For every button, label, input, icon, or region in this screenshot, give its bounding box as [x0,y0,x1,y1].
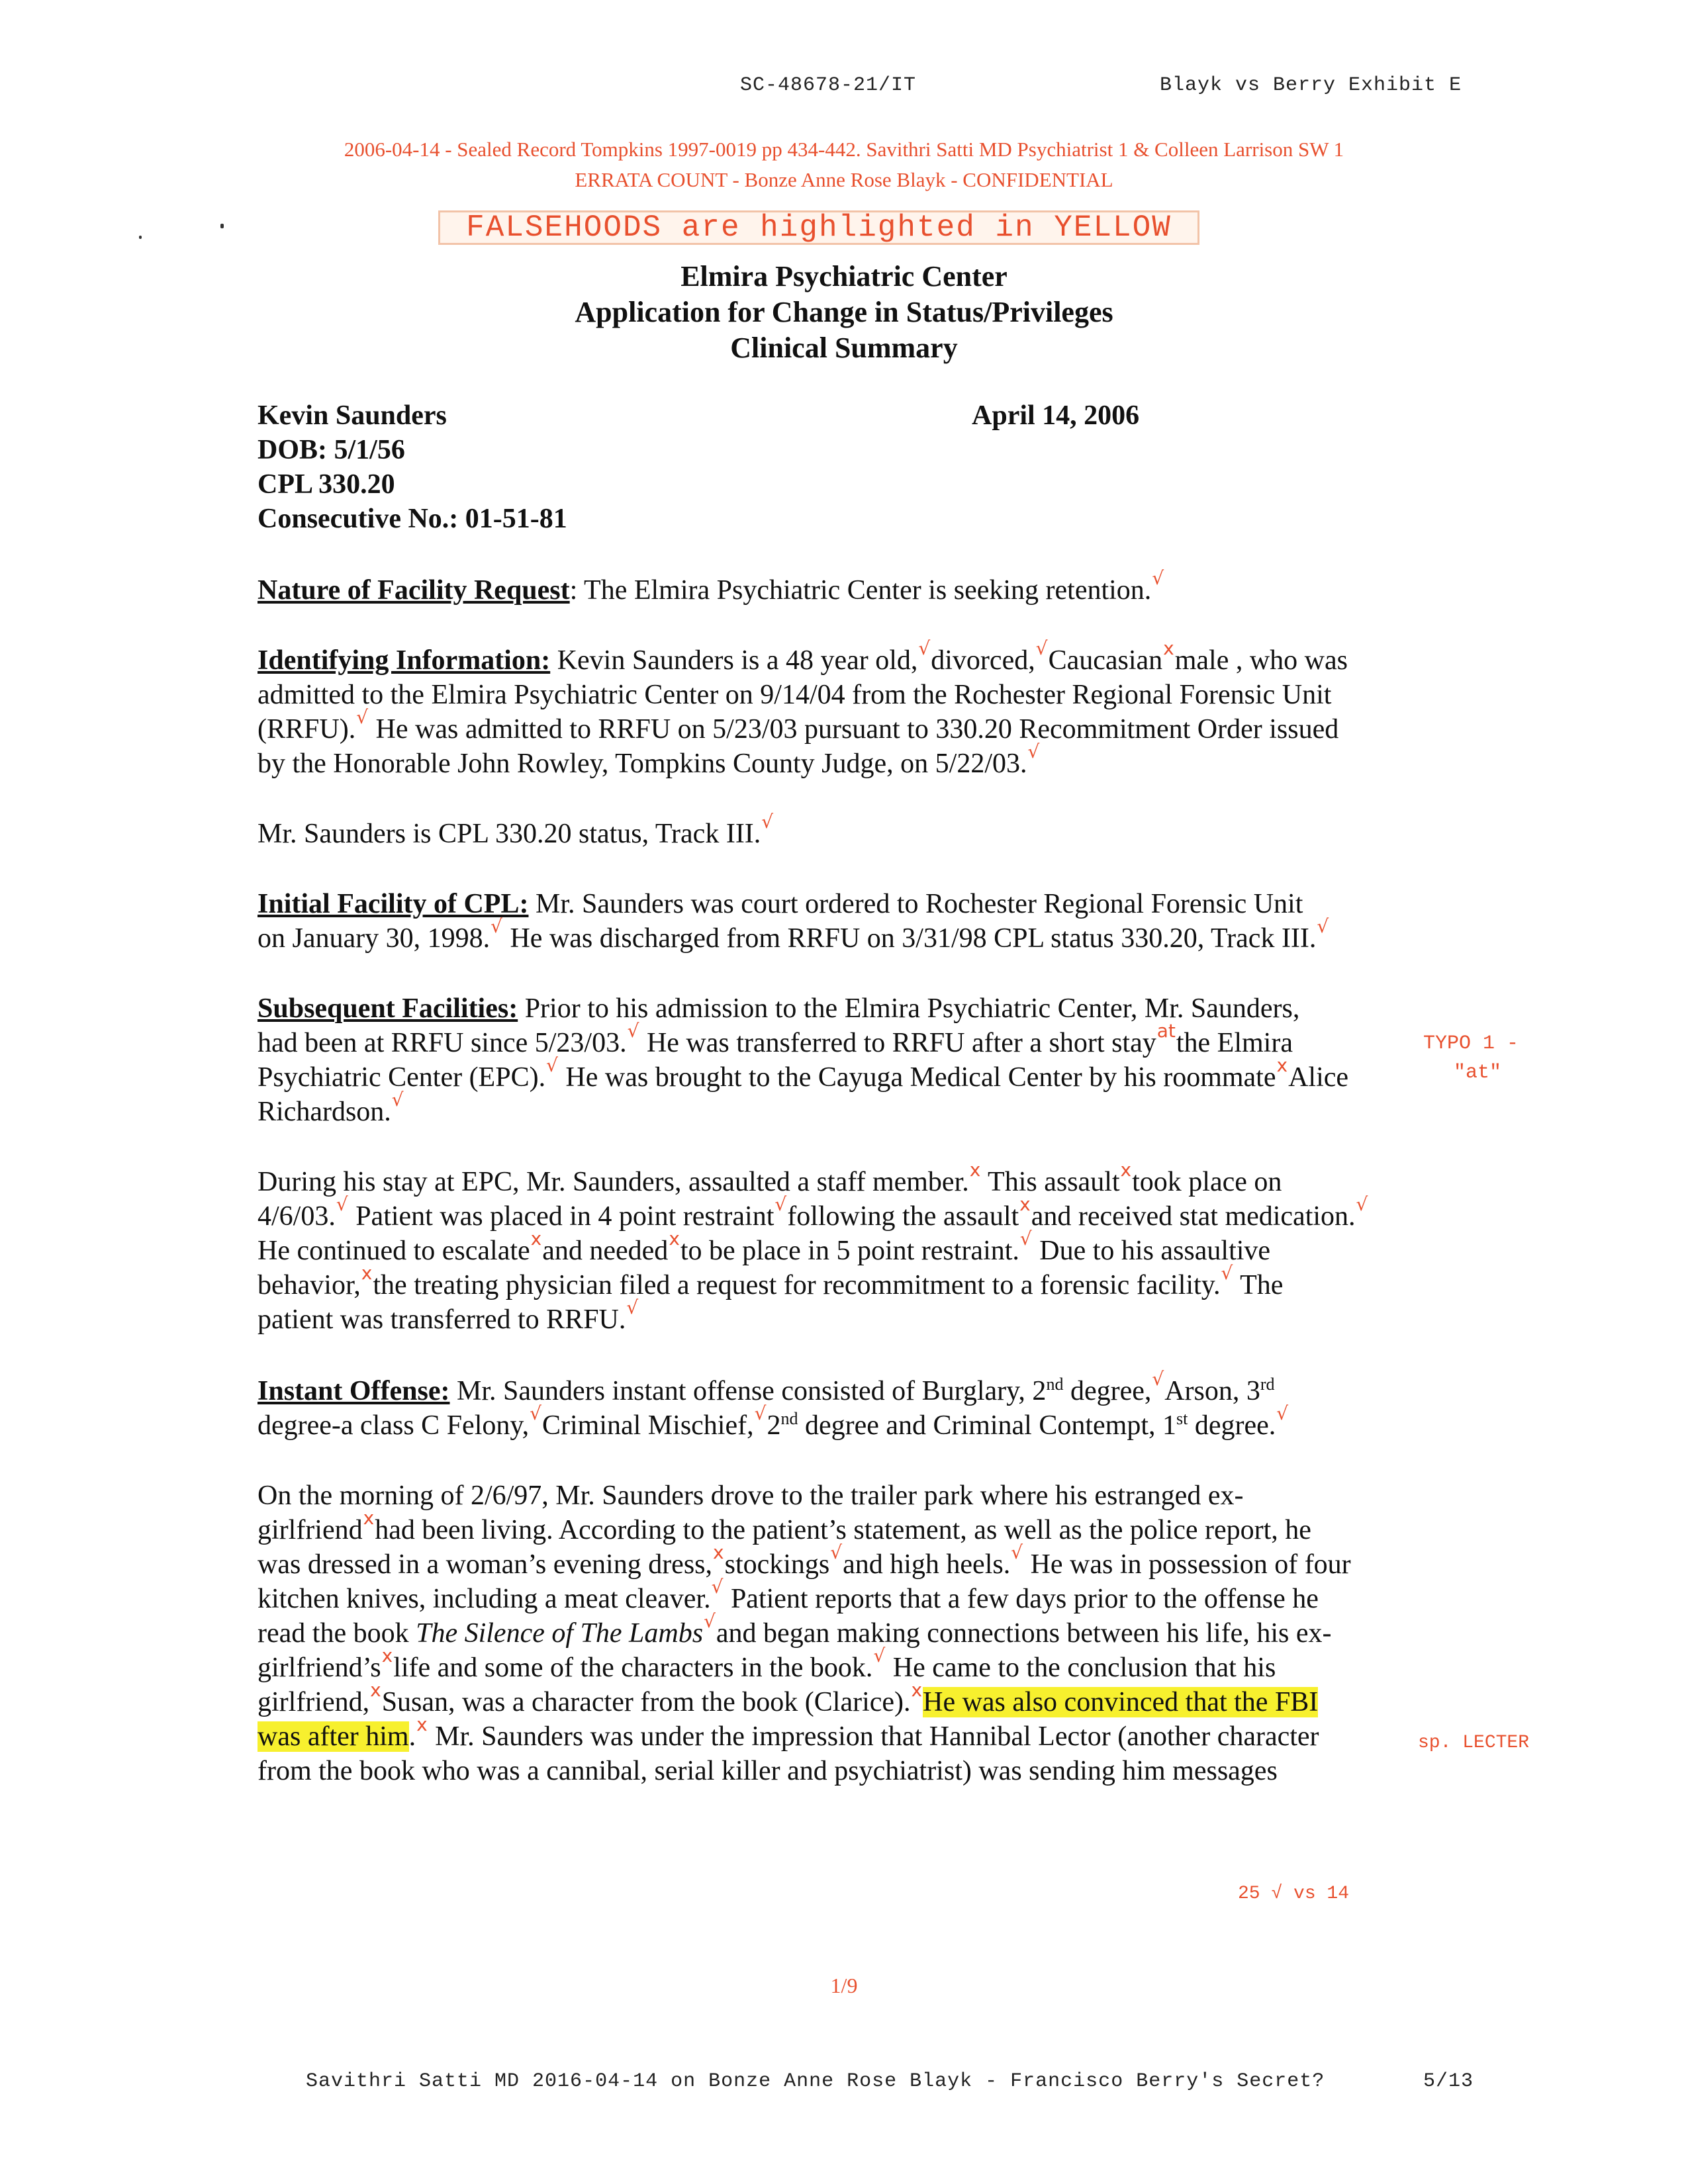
sealed-record-line: 2006-04-14 - Sealed Record Tompkins 1997-0019 pp 434-442. Savithri Satti MD Psychiatrist 1 & Colleen Larrison SW 1 [344,138,1344,161]
page-number: 1/9 [830,1974,858,1997]
typo-annotation-word: "at" [1454,1062,1502,1084]
footer-page: 5/13 [1423,2070,1474,2093]
initial-facility-paragraph: Initial Facility of CPL: Mr. Saunders was court ordered to Rochester Regional Forensic Unit on January 30, 1998.√ He was discharged from RRFU on 3/31/98 CPL status 330.20, Track III.√ [258,889,1329,954]
falsehoods-banner: FALSEHOODS are highlighted in YELLOW [438,210,1199,245]
scan-speck [220,224,224,228]
falsehood-highlight: was after him [258,1721,409,1752]
cross-mark: x [1120,1159,1132,1181]
footer-title: Savithri Satti MD 2016-04-14 on Bonze Anne Rose Blayk - Francisco Berry's Secret? [306,2070,1325,2093]
check-mark: √ [754,1402,767,1424]
falsehood-highlight: He was also convinced that the FBI [923,1687,1319,1717]
spelling-annotation: sp. LECTER [1418,1733,1530,1753]
check-mark: √ [1019,1228,1032,1250]
identifying-heading: Identifying Information: [258,645,551,676]
check-mark: √ [830,1541,843,1563]
inserted-at-mark: at [1156,1020,1176,1042]
check-mark: √ [546,1054,558,1076]
initial-facility-heading: Initial Facility of CPL: [258,889,529,919]
application-title: Application for Change in Status/Privileges [575,296,1113,328]
check-mark: √ [1152,567,1164,589]
document-date: April 14, 2006 [972,400,1140,431]
facility-title: Elmira Psychiatric Center [680,260,1008,293]
check-mark: √ [774,1193,787,1215]
cross-mark: x [1276,1054,1288,1076]
subsequent-facilities-heading: Subsequent Facilities: [258,993,518,1024]
check-mark: √ [491,915,502,937]
check-mark: √ [1027,741,1040,762]
cross-mark: x [363,1507,375,1529]
check-mark: √ [1356,1193,1368,1215]
check-mark: √ [918,637,931,659]
check-mark: √ [1011,1541,1023,1563]
check-mark: √ [1317,915,1329,937]
check-mark: √ [761,811,774,833]
check-mark: √ [336,1193,348,1215]
case-id: SC-48678-21/IT [740,74,917,97]
patient-cpl: CPL 330.20 [258,469,395,500]
check-mark: √ [711,1576,724,1598]
subsequent-facilities-paragraph: Subsequent Facilities: Prior to his admission to the Elmira Psychiatric Center, Mr. Saunders, had been at RRFU since 5/23/03.√ He was transferred to RRFU after a short stay$^{at}$the Elmira Psychiatric Center (EPC).√ He was brought to the Cayuga Medical Center by his roommate$^x$Alice Richardson.√ [258,993,1349,1127]
morning-paragraph: On the morning of 2/6/97, Mr. Saunders drove to the trailer park where his estranged ex- girlfriend$^x$had been living. According to the patient’s statement, as well as the police report, he was dressed in a woman’s evening dress,$^x$stockings√and high heels.√ He was in possession of four kitchen knives, including a meat cleaver.√ Patient reports that a few days prior to the offense he read the book The Silence of The Lambs√and began making connections between his life, his ex- $girlfriend’s^xlife$ and some of the characters in the book.√ He came to the conclusion that his girlfriend,$^x$Susan, was a character from the book (Clarice).$^x$He was also convinced that the FBI was after him.$^x$ Mr. Saunders was under the impression that Hannibal Lector (another character from the book who was a cannibal, serial killer and psychiatrist) was sending him messages [258,1480,1351,1786]
check-mark: √ [626,1297,639,1318]
cross-mark: x [361,1262,373,1284]
cross-mark: x [911,1679,923,1701]
cross-mark: x [416,1713,428,1735]
check-mark: √ [1276,1402,1289,1424]
cross-mark: x [370,1679,381,1701]
cross-mark: x [1163,637,1174,659]
book-title: The Silence of The Lambs [416,1618,704,1649]
scan-speck [139,236,142,239]
check-mark: √ [530,1402,541,1424]
identifying-paragraph: Identifying Information: Kevin Saunders is a 48 year old,√divorced,√Caucasian$^x$male , who was admitted to the Elmira Psychiatric Center on 9/14/04 from the Rochester Regional Forensic Unit (RRFU).√ He was admitted to RRFU on 5/23/03 pursuant to 330.20 Recommitment Order issued by the Honorable John Rowley, Tompkins County Judge, on 5/22/03.√ [258,637,1348,779]
cross-mark: x [713,1541,724,1563]
check-mark: √ [356,706,369,728]
during-stay-paragraph: During his stay at EPC, Mr. Saunders, assaulted a staff member.$^x$ This assault$^x$took place on 4/6/03.√ Patient was placed in 4 point restraint√following the assault$^x$and received stat medication.√ He continued to escalate$^x$and needed$^x$to be place in 5 point restraint.√ Due to his assaultive behavior,$^x$the treating physician filed a request for recommitment to a forensic facility.√ The patient was transferred to RRFU.√ [258,1159,1368,1335]
instant-offense-heading: Instant Offense: [258,1376,450,1406]
cross-mark: x [1019,1193,1031,1215]
patient-name: Kevin Saunders [258,400,447,431]
errata-count-annotation: 25 √ vs 14 [1238,1884,1350,1904]
check-mark: √ [391,1089,404,1111]
check-mark: √ [873,1645,886,1666]
check-mark: √ [1221,1262,1233,1284]
check-mark: √ [704,1610,716,1632]
summary-title: Clinical Summary [730,332,958,364]
patient-dob: DOB: 5/1/56 [258,435,405,465]
typo-annotation: TYPO 1 - [1423,1032,1519,1055]
consecutive-number: Consecutive No.: 01-51-81 [258,504,567,534]
check-mark: √ [1152,1368,1164,1390]
cross-mark: x [530,1228,542,1250]
cross-mark: x [381,1645,393,1666]
errata-count-line: ERRATA COUNT - Bonze Anne Rose Blayk - CONFIDENTIAL [575,168,1113,191]
cross-mark: x [669,1228,680,1250]
check-mark: √ [627,1020,639,1042]
check-mark: √ [1035,637,1048,659]
nature-heading: Nature of Facility Request [258,575,570,606]
nature-paragraph: Nature of Facility Request: The Elmira Psychiatric Center is seeking retention.√ [258,567,1164,606]
status-paragraph: Mr. Saunders is CPL 330.20 status, Track III.√ [258,811,774,849]
exhibit-label: Blayk vs Berry Exhibit E [1160,74,1462,97]
instant-offense-paragraph: Instant Offense: Mr. Saunders instant offense consisted of Burglary, 2nd degree,√Arson, 3rd degree-a class C Felony,√Criminal Mischief,√2nd degree and Criminal Contempt, 1st degree.√ [258,1368,1289,1441]
cross-mark: x [969,1159,981,1181]
